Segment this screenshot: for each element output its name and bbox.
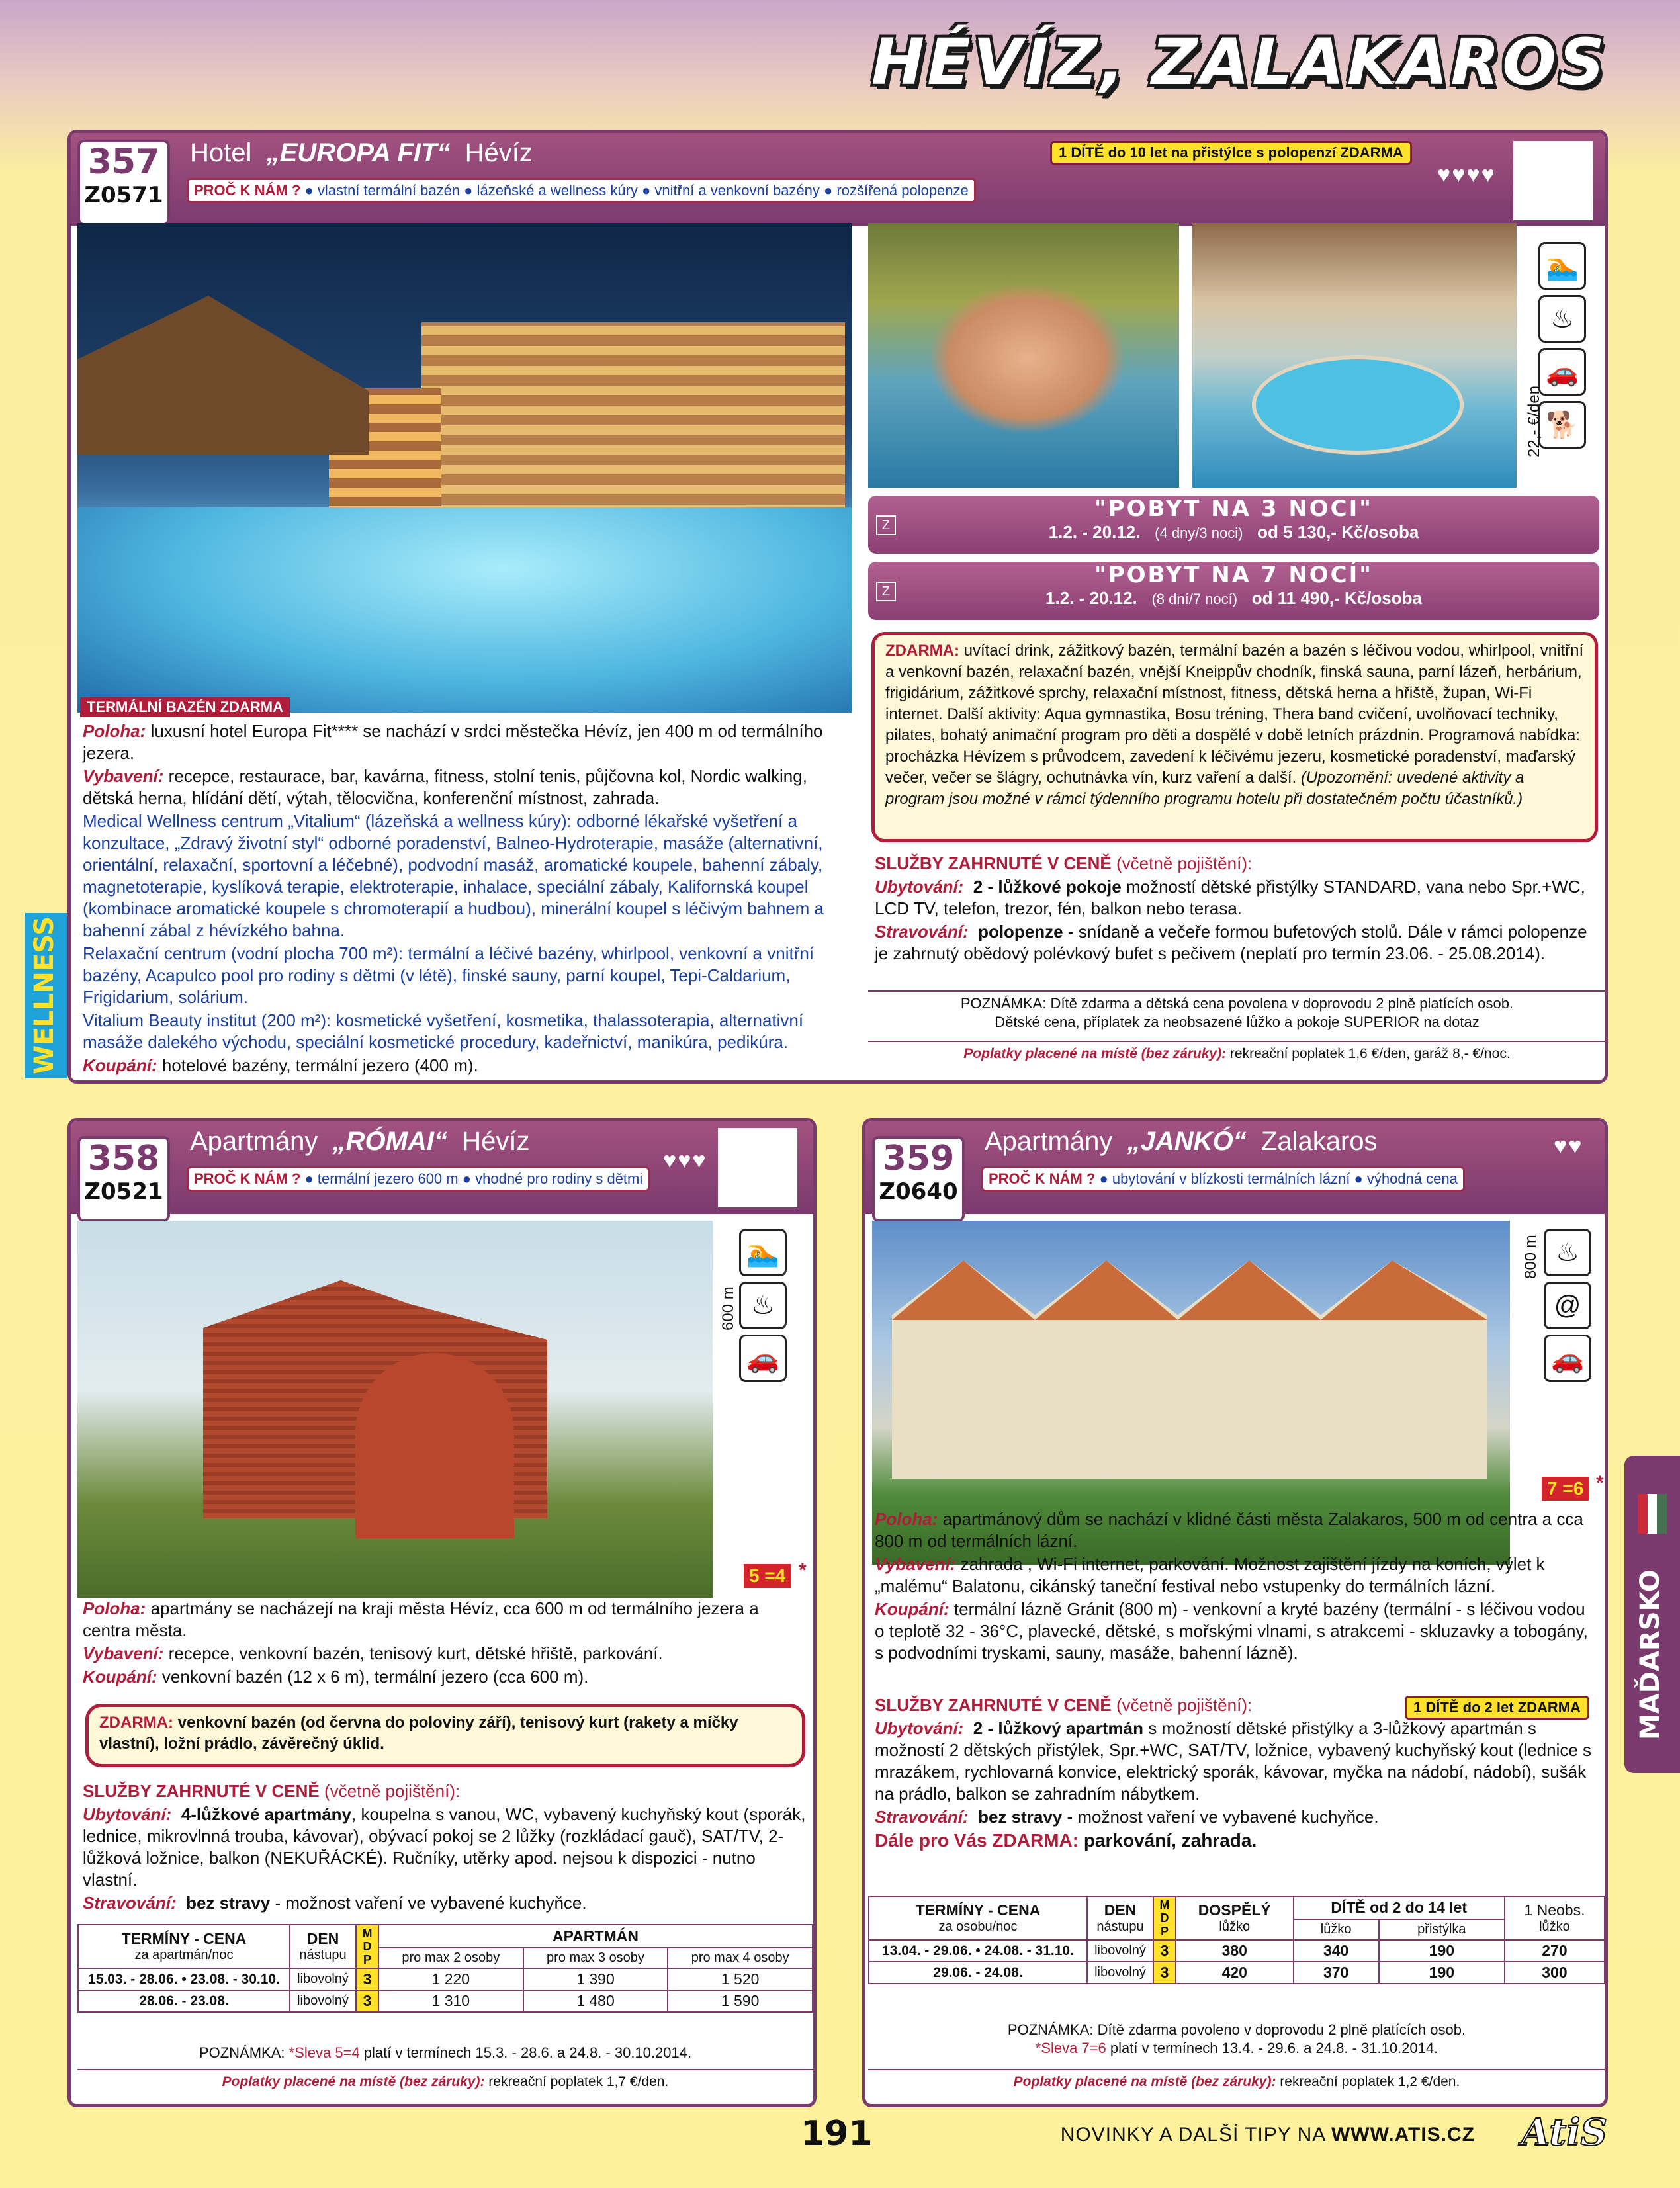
qr-code-icon[interactable] <box>1513 141 1593 220</box>
col-header-day: DEN <box>306 1930 339 1947</box>
hotel-type: Apartmány <box>985 1127 1113 1156</box>
location-label: Poloha: <box>83 721 146 741</box>
table-row <box>869 1962 1605 1984</box>
why-us-label: PROČ K NÁM ? <box>989 1170 1096 1187</box>
stay-7-nights-banner <box>868 562 1599 620</box>
cell-price: 1 390 <box>523 1968 668 1990</box>
included-services <box>875 853 1599 966</box>
stay-details <box>868 522 1599 543</box>
medical-wellness-text: Medical Wellness centrum „Vitalium“ (lázeňská a wellness kúry): odborné lékařské vyšetření a konzultace, „Zdravý životní styl“ odborné poradenství, Balneo-Hydroterapie, masáže (alternativní, orientální, relaxační, sportovní a léčebné), podvodní masáž, aromatické koupele, bahenní zábaly, magnetoterapie, kyslíková terapie, elektroterapie, inhalace, speciální zábaly, Kalifornská koupel (kombinace aromatické koupele s chromoterapií a hudbou), minerální koupel s léčivým bahnem a bahenní zábal z hévízkého bahna. <box>83 811 824 940</box>
meals-label: Stravování: <box>83 1893 177 1913</box>
hotel-name: „RÓMAI“ <box>332 1127 447 1156</box>
note <box>868 2018 1605 2058</box>
hotel-name: „JANKÓ“ <box>1127 1127 1247 1156</box>
thatched-roof <box>77 296 369 455</box>
free-text: uvítací drink, zážitkový bazén, termální bazén a bazén s léčivou vodou, whirlpool, vnitřní a venkovní bazén, relaxační bazén, vnější Kneippův chodník, finská sauna, parní lázeň, herbárium, frigidárium, zážitkové sprchy, relaxační místnost, fitness, dětská herna a hřiště, župan, Wi-Fi internet. Další aktivity: Aqua gymnastika, Bosu tréning, Thera band cvičení, uvolňovací techniky, pilates, bohatý animační program pro děti a dospělé v době letních prázdnin. Programová nabídka: procházka Hévízem s průvodcem, zavedení k léčivému jezeru, kosmetické poradenství, maďarský večer, večer se šlágry, ochutnávka vín, kurz vaření a další. <box>885 642 1584 787</box>
thermal-spa-icon: ♨ <box>1544 1229 1591 1276</box>
stay-price: od 5 130,- Kč/osoba <box>1257 522 1419 542</box>
facilities-text: zahrada , Wi-Fi internet, parkování. Možnost zajištění jízdy na koních, výlet k „malému“ Balatonu, cikánský taneční festival nebo vstupenky do termálních lázní. <box>875 1554 1545 1596</box>
pet-fee: 22,- €/den <box>1525 385 1543 457</box>
cell-price: 420 <box>1176 1962 1294 1984</box>
services-title: SLUŽBY ZAHRNUTÉ V CENĚ <box>83 1781 320 1801</box>
note-text: platí v termínech 15.3. - 28.6. a 24.8. - 30.10.2014. <box>359 2044 692 2061</box>
col-header-term-sub: za osobu/noc <box>938 1919 1018 1934</box>
swimming-label: Koupání: <box>875 1599 950 1619</box>
note-line: POZNÁMKA: Dítě zdarma povoleno v doprovodu 2 plně platících osob. <box>1007 2021 1466 2038</box>
apartment-building-photo <box>77 1221 713 1598</box>
side-tab-country <box>1624 1456 1680 1773</box>
services-title: SLUŽBY ZAHRNUTÉ V CENĚ <box>875 853 1112 873</box>
services-subtitle: (včetně pojištění): <box>319 1781 461 1801</box>
cell-price: 1 520 <box>668 1968 813 1990</box>
included-services <box>83 1780 811 1915</box>
cell-price: 300 <box>1505 1962 1605 1984</box>
hotel-building <box>421 322 845 534</box>
col-header-child-extra-bed: přistýlka <box>1379 1919 1505 1940</box>
z-code-icon: Z <box>876 582 896 601</box>
offer-358-title <box>190 1127 529 1157</box>
dog-icon: 🐕 <box>1538 401 1586 449</box>
note-text: platí v termínech 13.4. - 29.6. a 24.8. - 31.10.2014. <box>1106 2040 1438 2056</box>
discount-star: * <box>799 1559 807 1581</box>
discount-tag: 5 =4 <box>742 1563 792 1589</box>
cell-mdp: 3 <box>1153 1962 1176 1984</box>
accommodation-type: 2 - lůžkový apartmán <box>973 1718 1143 1738</box>
hotel-place: Zalakaros <box>1260 1127 1378 1156</box>
why-us-text: ● termální jezero 600 m ● vhodné pro rodiny s dětmi <box>300 1170 643 1187</box>
offer-357-title <box>190 138 533 168</box>
hearts-rating: ♥♥ <box>1554 1133 1583 1159</box>
why-us-banner <box>981 1166 1465 1192</box>
offer-code: Z0571 <box>84 182 163 208</box>
side-tab-wellness <box>25 913 67 1078</box>
local-fees <box>868 2069 1605 2090</box>
services-subtitle: (včetně pojištění): <box>1111 1695 1253 1715</box>
location-label: Poloha: <box>875 1509 938 1529</box>
col-header-day-sub: nástupu <box>1096 1919 1144 1934</box>
cell-term: 28.06. - 23.08. <box>78 1990 290 2012</box>
accommodation-label: Ubytování: <box>875 877 964 897</box>
offer-359-number-box <box>872 1136 965 1222</box>
cell-day: libovolný <box>290 1968 356 1990</box>
price-table <box>868 1896 1605 1984</box>
meals-text: - snídaně a večeře formou bufetových stolů. Dále v rámci polopenze je zahrnutý obědový polévkový bufet s pečivem (neplatí pro termín 23.06. - 25.08.2014). <box>875 922 1587 963</box>
col-header-adult-sub: lůžko <box>1219 1919 1251 1934</box>
location-text: apartmánový dům se nachází v klidné části města Zalakaros, 500 m od centra a cca 800 m od termálních lázní. <box>875 1509 1583 1551</box>
family-pool-photo <box>868 223 1179 488</box>
cell-price: 190 <box>1379 1940 1505 1962</box>
discount-tag: 7 =6 <box>1540 1475 1590 1502</box>
offer-number: 359 <box>882 1139 955 1178</box>
stay-3-nights-banner <box>868 496 1599 554</box>
note <box>868 990 1606 1031</box>
cell-price: 340 <box>1294 1940 1379 1962</box>
note-line: POZNÁMKA: Dítě zdarma a dětská cena povolena v doprovodu 2 plně platících osob. <box>960 995 1514 1012</box>
location-text: apartmány se nacházejí na kraji města Hévíz, cca 600 m od termálního jezera a centra města. <box>83 1598 759 1640</box>
why-us-label: PROČ K NÁM ? <box>194 182 301 198</box>
services-title: SLUŽBY ZAHRNUTÉ V CENĚ <box>875 1695 1112 1715</box>
car-icon: 🚗 <box>739 1335 787 1382</box>
footer-url[interactable]: WWW.ATIS.CZ <box>1331 2124 1475 2146</box>
local-fees <box>77 2069 813 2090</box>
apartment-description <box>83 1598 811 1689</box>
page-number: 191 <box>801 2114 873 2154</box>
photo-tag: TERMÁLNÍ BAZÉN ZDARMA <box>80 697 290 717</box>
hotel-description <box>83 721 850 1078</box>
swimming-label: Koupání: <box>83 1055 157 1075</box>
col-header-unoccupied-sub: lůžko <box>1539 1919 1570 1934</box>
col-header-mdp: MDP <box>1153 1896 1176 1940</box>
hotel-place: Hévíz <box>464 138 533 167</box>
free-services-box <box>871 632 1598 842</box>
page-title: HÉVÍZ, ZALAKAROS <box>871 25 1607 99</box>
cell-price: 190 <box>1379 1962 1505 1984</box>
cell-mdp: 3 <box>356 1968 378 1990</box>
price-table <box>77 1924 813 2013</box>
table-row <box>869 1940 1605 1962</box>
indoor-pool-photo <box>1192 223 1517 488</box>
col-header-mdp: MDP <box>356 1925 378 1968</box>
meals-text: - možnost vaření ve vybavené kuchyňce. <box>270 1893 587 1913</box>
col-header-day: DEN <box>1104 1902 1137 1919</box>
hearts-rating: ♥♥♥ <box>663 1148 707 1173</box>
hotel-night-photo <box>77 223 852 713</box>
stay-nights: (4 dny/3 noci) <box>1155 525 1243 541</box>
stay-title: "POBYT NA 3 NOCI" <box>1094 496 1373 522</box>
amenity-icons <box>1538 242 1586 454</box>
cell-price: 1 310 <box>378 1990 523 2012</box>
note-discount: *Sleva 7=6 <box>1035 2040 1106 2056</box>
col-header-term: TERMÍNY - CENA <box>915 1902 1041 1919</box>
offer-number: 357 <box>87 142 160 182</box>
facilities-text: recepce, venkovní bazén, tenisový kurt, dětské hřiště, parkování. <box>163 1643 663 1663</box>
free-label: ZDARMA: <box>99 1714 173 1731</box>
col-header-child-bed: lůžko <box>1294 1919 1379 1940</box>
cell-day: libovolný <box>1087 1940 1153 1962</box>
col-header-day-sub: nástupu <box>299 1948 347 1962</box>
cell-price: 1 590 <box>668 1990 813 2012</box>
location-label: Poloha: <box>83 1598 146 1618</box>
accommodation-text: , koupelna s vanou, WC, vybavený kuchyňský kout (sporák, lednice, mikrovlnná trouba, kávovar), obývací pokoj se 2 lůžky (rozkládací gauč), SAT/TV, 2-lůžková ložnice, balkon (NEKUŘÁCKÉ). Ručníky, utěrky apod. nejsou k dispozici - nutno vlastní. <box>83 1804 806 1890</box>
local-fees-label: Poplatky placené na místě (bez záruky): <box>222 2074 485 2089</box>
facilities-text: recepce, restaurace, bar, kavárna, fitness, stolní tenis, půjčovna kol, Nordic walking, dětská herna, hlídání dětí, výtah, tělocvična, konferenční místnost, zahrada. <box>83 766 807 808</box>
cell-price: 370 <box>1294 1962 1379 1984</box>
why-us-text: ● vlastní termální bazén ● lázeňské a wellness kúry ● vnitřní a venkovní bazény ● rozšířená polopenze <box>300 182 969 198</box>
atis-logo: AtiS <box>1521 2111 1607 2154</box>
accommodation-label: Ubytování: <box>875 1718 964 1738</box>
swimming-label: Koupání: <box>83 1667 157 1686</box>
extra-free-text: parkování, zahrada. <box>1079 1830 1257 1851</box>
relax-center-text: Relaxační centrum (vodní plocha 700 m²): termální a léčivé bazény, whirlpool, venkovní a vnitřní bazény, Acapulco pool pro rodiny s dětmi (v létě), finské sauny, parní koupel, Tepi-Caldarium, Frigidarium, solárium. <box>83 943 815 1007</box>
side-tab-country-label: MAĎARSKO <box>1635 1569 1665 1740</box>
extra-free-label: Dále pro Vás ZDARMA: <box>875 1830 1079 1851</box>
cell-term: 29.06. - 24.08. <box>869 1962 1087 1984</box>
internet-at-icon: @ <box>1544 1282 1591 1329</box>
family-figures <box>928 283 1126 435</box>
offer-number: 358 <box>87 1139 160 1178</box>
distance: 600 m <box>719 1286 737 1331</box>
stay-details <box>868 588 1599 609</box>
meals-label: Stravování: <box>875 922 969 941</box>
offer-code: Z0640 <box>879 1178 958 1205</box>
cell-price: 1 480 <box>523 1990 668 2012</box>
pool-icon: 🏊 <box>1538 242 1586 290</box>
why-us-label: PROČ K NÁM ? <box>194 1170 301 1187</box>
footer-prefix: NOVINKY A DALŠÍ TIPY NA <box>1060 2124 1331 2146</box>
local-fees <box>868 1041 1606 1062</box>
hotel-type: Hotel <box>190 138 252 167</box>
stay-nights: (8 dní/7 nocí) <box>1151 591 1238 607</box>
stay-dates: 1.2. - 20.12. <box>1045 588 1137 608</box>
thermal-spa-icon: ♨ <box>1538 295 1586 343</box>
z-code-icon: Z <box>876 515 896 535</box>
col-header-term-sub: za apartmán/noc <box>134 1948 234 1962</box>
note-prefix: POZNÁMKA: <box>199 2044 289 2061</box>
free-services-box <box>85 1704 805 1767</box>
pool-icon: 🏊 <box>739 1229 787 1276</box>
col-header-apartment: APARTMÁN <box>378 1925 813 1948</box>
distance: 800 m <box>1522 1235 1540 1279</box>
cell-price: 380 <box>1176 1940 1294 1962</box>
hotel-type: Apartmány <box>190 1127 318 1156</box>
cell-mdp: 3 <box>356 1990 378 2012</box>
beauty-institute-text: Vitalium Beauty institut (200 m²): kosmetické vyšetření, kosmetika, thalassoterapia, alternativní masáže dalekého východu, speciální kosmetické procedury, kadeřnictví, manikúra, pedikúra. <box>83 1010 804 1052</box>
facilities-label: Vybavení: <box>83 1643 164 1663</box>
thermal-pool <box>77 507 852 713</box>
stay-price: od 11 490,- Kč/osoba <box>1251 588 1422 608</box>
footer-text <box>1061 2124 1475 2146</box>
facilities-label: Vybavení: <box>83 766 164 786</box>
offer-357-number-box <box>77 140 170 226</box>
accommodation-label: Ubytování: <box>83 1804 172 1824</box>
col-header-unoccupied: 1 Neobs. <box>1524 1902 1585 1919</box>
table-row <box>78 1968 813 1990</box>
accommodation-type: 4-lůžkové apartmány <box>181 1804 352 1824</box>
why-us-text: ● ubytování v blízkosti termálních lázní ● výhodná cena <box>1095 1170 1458 1187</box>
hotel-name: „EUROPA FIT“ <box>266 138 451 167</box>
note <box>77 2041 813 2062</box>
round-tower <box>355 1353 514 1538</box>
why-us-banner <box>187 178 976 203</box>
house-roofs <box>892 1260 1487 1320</box>
cell-mdp: 3 <box>1153 1940 1176 1962</box>
meals-type: polopenze <box>978 922 1063 941</box>
meals-type: bez stravy <box>186 1893 271 1913</box>
offer-358-card <box>67 1118 817 2107</box>
free-note: (Upozornění: uvedené aktivity a program jsou možné v rámci týdenního programu hotelu při dostatečném počtu účastníků.) <box>885 769 1525 808</box>
local-fees-text: rekreační poplatek 1,7 €/den. <box>484 2074 669 2089</box>
location-text: luxusní hotel Europa Fit**** se nachází v srdci městečka Hévíz, jen 400 m od termálního jezera. <box>83 721 823 763</box>
offer-359-title <box>985 1127 1378 1157</box>
stay-dates: 1.2. - 20.12. <box>1048 522 1141 542</box>
accommodation-text: s možností dětské přistýlky a 3-lůžkový apartmán s možností 2 dětských přistýlek, Spr.+WC, SAT/TV, ložnice, vybavený kuchyňský kout (lednice s mrazákem, rychlovarná konvice, elektrický sporák, kávovar, myčka na nádobí, nádobí), sušák na prádlo, balkon se zahradním nábytkem. <box>875 1718 1592 1804</box>
local-fees-label: Poplatky placené na místě (bez záruky): <box>1013 2074 1276 2089</box>
car-icon: 🚗 <box>1538 348 1586 396</box>
indoor-pool-basin <box>1252 355 1464 455</box>
offer-358-number-box <box>77 1136 170 1222</box>
why-us-banner <box>187 1166 650 1192</box>
cell-price: 270 <box>1505 1940 1605 1962</box>
hotel-place: Hévíz <box>462 1127 530 1156</box>
cell-day: libovolný <box>1087 1962 1153 1984</box>
note-discount: *Sleva 5=4 <box>288 2044 360 2061</box>
meals-text: - možnost vaření ve vybavené kuchyňce. <box>1062 1807 1379 1827</box>
child-free-badge: 1 DÍTĚ do 10 let na přistýlce s polopenzí ZDARMA <box>1050 141 1412 165</box>
accommodation-type: 2 - lůžkové pokoje <box>973 877 1122 897</box>
included-services <box>875 1694 1596 1853</box>
free-text: venkovní bazén (od června do poloviny září), tenisový kurt (rakety a míčky vlastní), ložní prádlo, závěrečný úklid. <box>99 1714 738 1753</box>
cell-day: libovolný <box>290 1990 356 2012</box>
note-line: Dětské cena, příplatek za neobsazené lůžko a pokoje SUPERIOR na dotaz <box>995 1014 1480 1030</box>
hearts-rating: ♥♥♥♥ <box>1437 162 1496 187</box>
col-header-term: TERMÍNY - CENA <box>121 1930 247 1947</box>
offer-code: Z0521 <box>84 1178 163 1205</box>
meals-type: bez stravy <box>978 1807 1063 1827</box>
apartment-description <box>875 1509 1596 1665</box>
col-header-max3: pro max 3 osoby <box>523 1948 668 1968</box>
col-header-max2: pro max 2 osoby <box>378 1948 523 1968</box>
amenity-icons <box>739 1229 787 1387</box>
services-subtitle: (včetně pojištění): <box>1111 853 1253 873</box>
cell-price: 1 220 <box>378 1968 523 1990</box>
swimming-text: venkovní bazén (12 x 6 m), termální jezero (cca 600 m). <box>157 1667 589 1686</box>
cell-term: 15.03. - 28.06. • 23.08. - 30.10. <box>78 1968 290 1990</box>
local-fees-text: rekreační poplatek 1,2 €/den. <box>1276 2074 1460 2089</box>
amenity-icons <box>1544 1229 1591 1387</box>
offer-359-card <box>862 1118 1608 2107</box>
hungary-flag-icon <box>1638 1494 1667 1534</box>
free-label: ZDARMA: <box>885 642 959 660</box>
offer-357-card <box>67 130 1608 1084</box>
local-fees-label: Poplatky placené na místě (bez záruky): <box>963 1046 1227 1061</box>
accommodation-text: možností dětské přistýlky STANDARD, vana nebo Spr.+WC, LCD TV, telefon, trezor, fén, balkon nebo terasa. <box>875 877 1585 918</box>
col-header-child: DÍTĚ od 2 do 14 let <box>1294 1896 1505 1919</box>
facilities-label: Vybavení: <box>875 1554 956 1574</box>
stay-title: "POBYT NA 7 NOCÍ" <box>1094 562 1373 588</box>
qr-code-icon[interactable] <box>718 1128 797 1207</box>
child-free-badge: 1 DÍTĚ do 2 let ZDARMA <box>1405 1696 1589 1720</box>
swimming-text: hotelové bazény, termální jezero (400 m). <box>157 1055 478 1075</box>
side-tab-wellness-label: WELLNESS <box>29 916 60 1074</box>
meals-label: Stravování: <box>875 1807 969 1827</box>
thermal-spa-icon: ♨ <box>739 1282 787 1329</box>
car-icon: 🚗 <box>1544 1335 1591 1382</box>
col-header-adult: DOSPĚLÝ <box>1198 1902 1271 1919</box>
local-fees-text: rekreační poplatek 1,6 €/den, garáž 8,- €/noc. <box>1226 1046 1511 1061</box>
swimming-text: termální lázně Gránit (800 m) - venkovní a kryté bazény (termální - s léčivou vodou o teplotě 32 - 36°C, plavecké, dětské, s mořskými vlnami, s atrakcemi - skluzavky a tobogány, s podvodními tryskami, sauny, masáže, bahenní lázně). <box>875 1599 1588 1663</box>
cell-term: 13.04. - 29.06. • 24.08. - 31.10. <box>869 1940 1087 1962</box>
discount-star: * <box>1596 1472 1604 1494</box>
table-row <box>78 1990 813 2012</box>
col-header-max4: pro max 4 osoby <box>668 1948 813 1968</box>
